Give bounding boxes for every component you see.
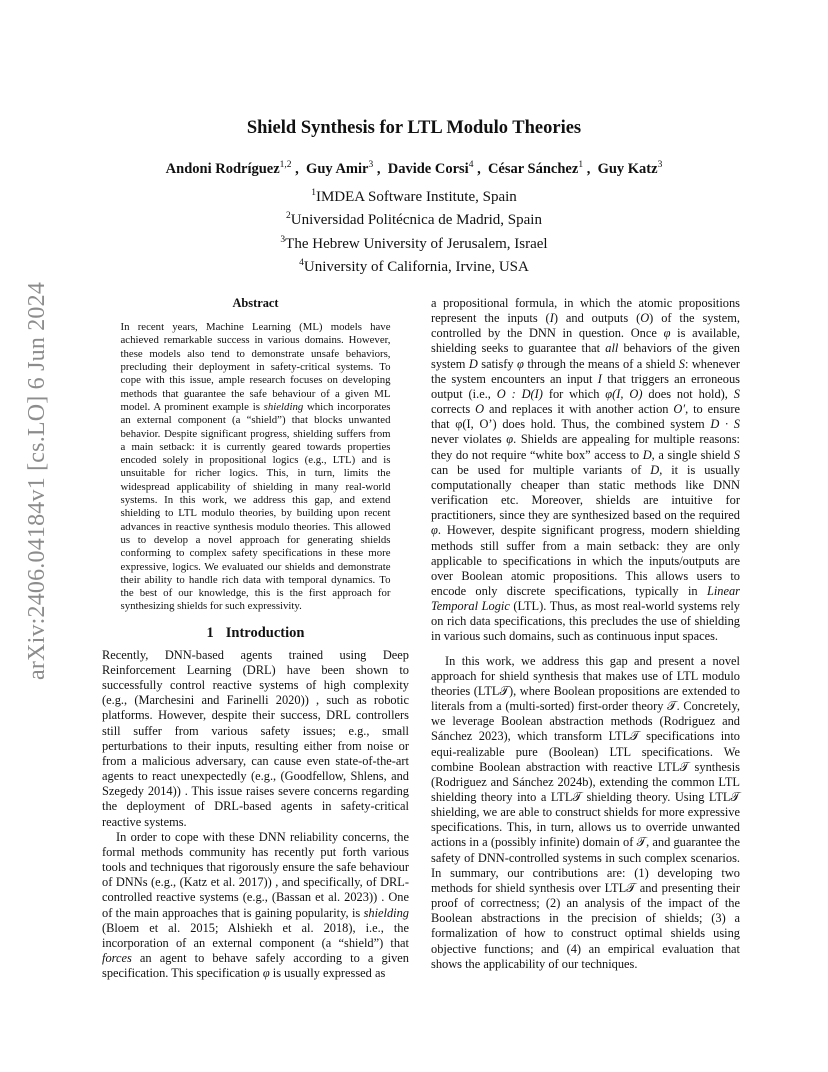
author-name: Guy Amir [306,160,369,177]
text-run: . Shields are appealing for multiple reasons: they do not require “white box” access to [431,432,740,462]
section-heading-introduction [102,626,409,641]
math-symbol: φ [517,356,524,371]
math-symbol: D [468,356,478,371]
abstract-text [121,321,391,614]
text-run: can be used for multiple variants of [431,462,651,477]
section-title: Introduction [225,624,305,641]
text-run: (Bloem et al. 2015; Alshiekh et al. 2018), i.e., the incorporation of an external component (a “shield”) that [102,920,409,950]
text-run: through the means of a shield [523,356,679,371]
affiliation [0,207,828,230]
text-run: ) of the system, controlled by the DNN in question. Once [431,311,740,341]
author-name: Guy Katz [597,160,658,177]
affiliation-name: University of California, Irvine, USA [303,258,529,275]
text-run: does not hold), [642,386,734,401]
text-run: In recent years, Machine Learning (ML) models have achieved remarkable success in various domains. However, these models also tend to demonstrate unsafe behaviors, precluding their deployment in safety-critical systems. To cope with this issue, ample research focuses on developing methods that guarantee the safe behaviour of a given ML model. A prominent example is [120,321,391,413]
emphasis-text: Linear Temporal Logic [431,583,740,614]
text-run: never violates [431,432,507,447]
text-run: satisfy [477,356,518,371]
author-name: César Sánchez [487,160,579,177]
math-symbol: φ [262,966,270,981]
arxiv-identifier: arXiv:2406.04184v1 [cs.LO] 6 Jun 2024 [24,281,50,680]
intro-paragraph-1 [102,648,409,830]
author-name: Davide Corsi [387,160,469,177]
text-run: . However, despite significant progress, modern shielding methods still suffer from a main setback: they are only applicable to specifications in which the inputs/outputs are over Boolean atomic propositions. This allows users to encode only discrete specifications, typically in [431,523,740,598]
text-run: In order to cope with these DNN reliability concerns, the formal methods community has recently put forth various tools and techniques that rigorously ensure the safe behaviour of DNNs (e.g., (Katz et al. 2017)) , and specifically, of DRL-controlled reactive systems (e.g., (Bassan et al. 2023)) . One of the main approaches that is gaining popularity, is [102,829,409,920]
author-separator: , [473,160,488,177]
author-separator: , [373,160,388,177]
math-symbol: I [597,371,602,386]
author-separator: , [291,160,307,177]
text-run: an agent to behave safely according to a given specification. This specification [102,950,409,981]
affiliation-mark: 4 [299,257,304,268]
author-name: Andoni Rodríguez [165,160,280,177]
emphasis-text: shielding [263,400,304,413]
text-run: , a single shield [651,447,734,462]
emphasis-text: shielding [363,905,409,920]
author-list [0,160,828,178]
math-symbol: S [678,356,685,371]
text-run: behaviors of the given system [431,341,740,371]
math-symbol: I [549,311,554,326]
emphasis-text: all [605,341,619,356]
text-run: , it is usually computationally cheaper than static methods like DNN verification etc. Moreover, shields are intuitive for practitioners, since they are synthesized based on the required [431,462,740,523]
affiliation-list [0,184,828,277]
abstract-heading: Abstract [232,296,279,310]
math-symbol: φ [663,326,671,341]
intro-paragraph-2 [102,830,409,982]
author-affiliation-mark: 3 [657,160,663,170]
affiliation [0,184,828,207]
text-run: for which [542,386,606,401]
author-affiliation-mark: 3 [368,160,374,170]
text-run: and replaces it with another action [484,402,674,417]
math-symbol: D [642,447,652,462]
right-column [431,296,740,972]
text-run: that triggers an erroneous output (i.e., [431,371,740,401]
author-separator: , [583,160,598,177]
affiliation-name: The Hebrew University of Jerusalem, Israel [285,235,548,252]
affiliation-mark: 3 [280,234,286,245]
math-symbol: O : D(I) [496,386,543,401]
affiliation-mark: 1 [311,188,316,198]
text-run: is usually expressed as [269,966,386,981]
text-run: , to ensure that φ(I, O’) does hold. Thus, the combined system [431,402,740,432]
text-run: : whenever the system encounters an input [431,356,740,386]
affiliation-mark: 2 [286,211,291,222]
affiliation [0,231,828,254]
text-run: In this work, we address this gap and present a novel approach for shield synthesis that makes use of LTL modulo theories (LTL𝒯), where Boolean propositions are extended to literals from a (multi-sorted) first-order theory 𝒯. Concretely, we leverage Boolean abstraction methods (Rodriguez and Sánchez 2023), which transform LTL𝒯 specifications into equi-realizable pure (Boolean) LTL specifications. We combine Boolean abstraction with reactive LTL𝒯 synthesis (Rodriguez and Sánchez 2024b), extending the common LTL shielding theory into a LTL𝒯 shielding theory. Using LTL𝒯 shielding, we are able to construct shields for more expressive specifications. This, in turn, allows us to override unwanted actions in a (possibly infinite) domain of 𝒯, and guarantee the safety of DNN-controlled systems in such complex scenarios. In summary, our contributions are: (1) developing two methods for shield synthesis over LTL𝒯 and presenting their proof of correctness; (2) an analysis of the impact of the Boolean abstractions in the precision of shields; (3) a formalization of how to construct optimal shields using objective functions; and (4) an empirical evaluation that shows the applicability of our techniques. [431,653,740,971]
affiliation-name: Universidad Politécnica de Madrid, Spain [290,212,542,229]
math-symbol: φ(I, O) [605,386,643,401]
author-affiliation-mark: 4 [468,160,474,170]
affiliation [0,254,828,277]
text-run: (LTL). Thus, as most real-world systems rely on rich data specifications, this precludes the use of shielding in various such domains, such as continuous input spaces. [431,599,740,644]
affiliation-name: IMDEA Software Institute, Spain [315,189,517,205]
intro-paragraph-4 [431,654,740,972]
text-run: a propositional formula, in which the atomic propositions represent the inputs ( [431,296,740,326]
math-symbol: D [650,462,660,477]
text-run: is available, shielding seeks to guarantee that [431,326,740,356]
math-symbol: D · S [710,417,741,432]
math-symbol: S [733,447,740,462]
text-run: Recently, DNN-based agents trained using Deep Reinforcement Learning (DRL) have been shown to successfully control reactive systems of high complexity (e.g., (Marchesini and Farinelli 2020)) , such as robotic platforms. However, despite their success, DRL controllers still suffer from various safety issues; e.g., small perturbations to their inputs, resulting either from noise or from a malicious adversary, can cause even state-of-the-art agents to react unexpectedly (e.g., (Goodfellow, Shlens, and Szegedy 2014)) . This issue raises severe concerns regarding the deployment of DRL-based agents in safety-critical reactive systems. [102,647,409,829]
math-symbol: O [475,402,485,417]
author-affiliation-mark: 1,2 [279,160,292,170]
math-symbol: φ [431,523,438,538]
text-run: corrects [431,402,476,417]
left-column [102,296,409,981]
emphasis-text: forces [102,950,132,965]
section-number: 1 [206,624,214,641]
author-affiliation-mark: 1 [578,160,584,170]
math-symbol: φ [506,432,514,447]
math-symbol: O [640,311,650,326]
paper-title: Shield Synthesis for LTL Modulo Theories [246,118,582,138]
intro-paragraph-3 [431,296,740,645]
text-run: ) and outputs ( [553,311,641,326]
text-run: which incorporates an external component (a “shield”) that blocks unwanted behavior. Despite significant progress, shielding suffers from a main setback: it is currently geared towards properties encoded solely in propositional logics (e.g., LTL) and is unsuitable for richer logics. This, in turn, limits the widespread applicability of shielding in many real-world systems. In this work, we address this gap, and extend shielding to LTL modulo theories, by building upon recent advances in reactive synthesis modulo theories. This allowed us to develop a novel approach for generating shields conforming to complex safety specifications in these more expressive, logics. We evaluated our shields and demonstrate their ability to handle rich data with temporal dynamics. To the best of our knowledge, this is the first approach for synthesizing shields for such expressivity. [120,400,391,613]
math-symbol: O′ [673,402,686,417]
math-symbol: S [733,386,740,401]
